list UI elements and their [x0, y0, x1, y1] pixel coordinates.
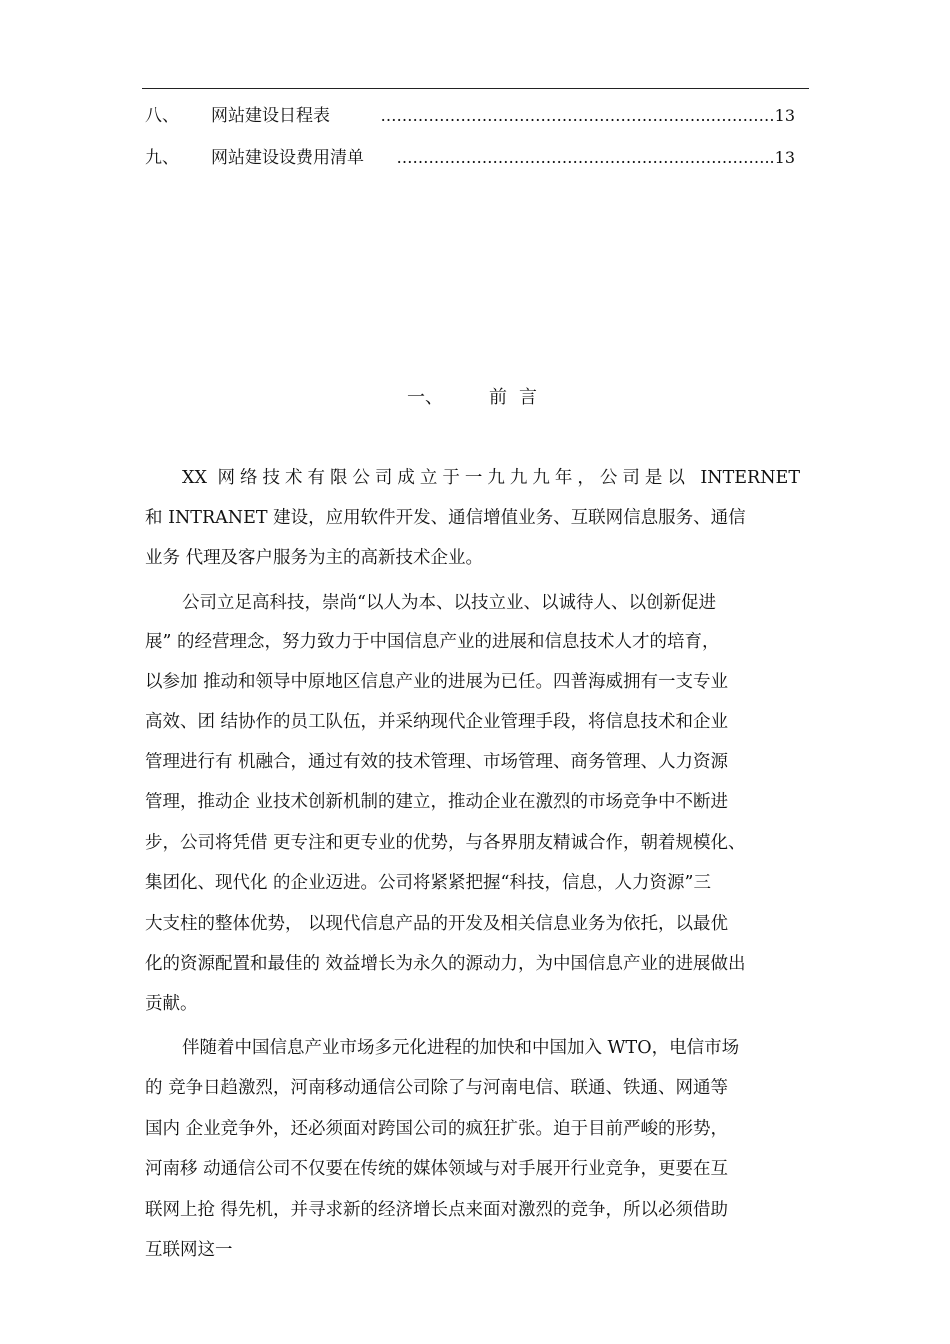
paragraph-line: 国内 企业竞争外，还必须面对跨国公司的疯狂扩张。迫于目前严峻的形势， [145, 1119, 729, 1139]
paragraph-line: 步，公司将凭借 更专注和更专业的优势，与各界朋友精诚合作，朝着规模化、 [145, 833, 746, 853]
toc-entry-title: 网站建设日程表 [211, 106, 330, 126]
header-rule [142, 88, 809, 89]
paragraph-line: 管理，推动企 业技术创新机制的建立，推动企业在激烈的市场竞争中不断进 [145, 792, 729, 812]
paragraph-line: 伴随着中国信息产业市场多元化进程的加快和中国加入 WTO，电信市场 [182, 1038, 740, 1058]
paragraph-line: 集团化、现代化 的企业迈进。公司将紧紧把握“科技，信息，人力资源”三 [145, 873, 711, 893]
paragraph-line: 的 竞争日趋激烈，河南移动通信公司除了与河南电信、联通、铁通、网通等 [145, 1078, 729, 1098]
paragraph-line: 河南移 动通信公司不仅要在传统的媒体领域与对手展开行业竞争，更要在互 [145, 1159, 729, 1179]
paragraph-line: 以参加 推动和领导中原地区信息产业的进展为已任。四普海威拥有一支专业 [145, 672, 729, 692]
section-number: 一、 [407, 387, 443, 408]
toc-entry-8[interactable] [145, 101, 795, 131]
toc-entry-number: 八、 [145, 106, 179, 126]
paragraph-line: 大支柱的整体优势， 以现代信息产品的开发及相关信息业务为依托，以最优 [145, 914, 729, 934]
toc-entry-page: ……………………………………………………………..13 [396, 148, 795, 167]
paragraph-line: 公司立足高科技，崇尚“以人为本、以技立业、以诚待人、以创新促进 [182, 593, 716, 613]
paragraph-line: 管理进行有 机融合，通过有效的技术管理、市场管理、商务管理、人力资源 [145, 752, 729, 772]
paragraph-line: 化的资源配置和最佳的 效益增长为永久的源动力，为中国信息产业的进展做出 [145, 954, 746, 974]
section-title-char: 前 [489, 387, 507, 408]
toc-entry-page: ……………………………………………………..…………13 [380, 106, 795, 125]
paragraph-line: 互联网这一 [145, 1240, 233, 1260]
paragraph-line: 业务 代理及客户服务为主的高新技术企业。 [145, 548, 484, 568]
paragraph-line: 贡献。 [145, 994, 198, 1014]
paragraph-line: XX 网络技术有限公司成立于一九九九年，公司是以 INTERNET [182, 468, 800, 488]
paragraph-line: 联网上抢 得先机，并寻求新的经济增长点来面对激烈的竞争，所以必须借助 [145, 1200, 729, 1220]
paragraph-line: 和 INTRANET 建设，应用软件开发、通信增值业务、互联网信息服务、通信 [145, 508, 746, 528]
toc-entry-number: 九、 [145, 148, 179, 168]
toc-entry-9[interactable] [145, 143, 795, 173]
paragraph-line: 展” 的经营理念，努力致力于中国信息产业的进展和信息技术人才的培育， [145, 632, 720, 652]
toc-entry-title: 网站建设设费用清单 [211, 148, 364, 168]
section-title-char: 言 [519, 387, 537, 408]
section-heading [0, 382, 950, 414]
paragraph-line: 高效、团 结协作的员工队伍，并采纳现代企业管理手段，将信息技术和企业 [145, 712, 729, 732]
